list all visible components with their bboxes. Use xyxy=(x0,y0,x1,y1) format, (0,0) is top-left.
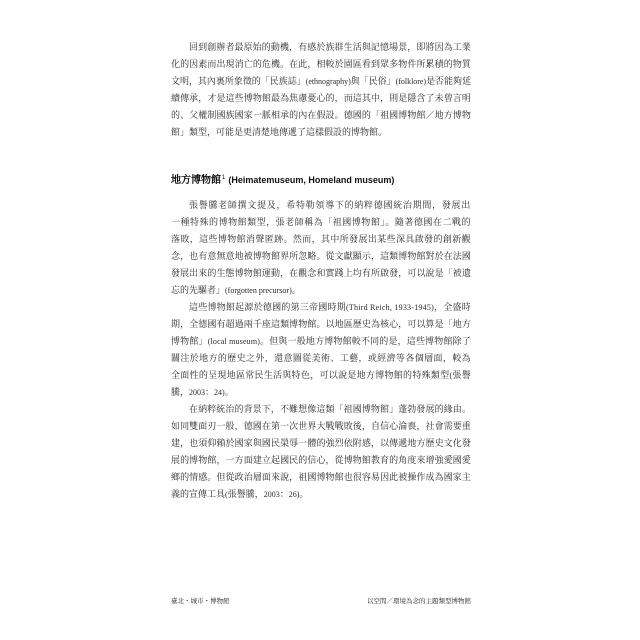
latin-text-run: 2003 xyxy=(263,490,280,499)
chapter-title-footer: 以空間／環境為念的主題類型博物館 xyxy=(367,598,471,605)
latin-text-run: (forgotten precursor) xyxy=(225,286,292,295)
text-line xyxy=(171,265,471,282)
text-line xyxy=(171,401,471,418)
text-line xyxy=(171,231,471,248)
text-line-content: 建，也須仰賴於國家與國民榮辱一體的強烈依附感，以傳遞地方歷史文化發 xyxy=(171,438,471,448)
text-line xyxy=(171,469,471,486)
text-line-content: 張譽騰老師撰文提及，希特勒領導下的納粹德國統治期間，發展出 xyxy=(189,200,471,210)
text-line xyxy=(171,107,471,124)
section-heading-title: 地方博物館 xyxy=(171,175,221,186)
latin-text-run: (folklore) xyxy=(395,77,427,86)
text-line-content: 關注於地方的歷史之外，還意圖從美術、工藝，或經濟等各個層面，較為 xyxy=(171,353,471,363)
text-line xyxy=(171,73,471,90)
text-line xyxy=(171,282,471,299)
text-line-content: 忘的先驅者」(forgotten precursor)。 xyxy=(171,285,301,295)
section-heading-subtitle: (Heimatemuseum, Homeland museum) xyxy=(228,175,395,185)
book-title-footer: 臺北・城市・博物館 xyxy=(171,598,230,605)
text-line-content: 念，也有意無意地被博物館界所忽略。從文獻顯示，這類博物館對於在法國 xyxy=(171,251,471,261)
text-line xyxy=(171,418,471,435)
paragraph xyxy=(171,299,471,401)
intro-paragraph xyxy=(171,39,471,141)
text-line-content: 義的宣傳工具(張譽騰，2003：26)。 xyxy=(171,489,309,499)
text-line-content: 在納粹統治的背景下，不難想像這類「祖國博物館」蓬勃發展的緣由。 xyxy=(189,404,471,414)
paragraph xyxy=(171,197,471,299)
section-body xyxy=(171,197,471,503)
text-line-content: 館」類型，可能是更清楚地傳遞了這樣假設的博物館。 xyxy=(171,127,388,137)
latin-text-run: 2003 xyxy=(189,388,206,397)
text-line xyxy=(171,367,471,384)
text-line-content: 展的博物館，一方面建立起國民的信心，從博物館教育的角度來增強愛國愛 xyxy=(171,455,471,465)
text-line xyxy=(171,452,471,469)
latin-text-run: 24) xyxy=(214,388,225,397)
text-line-content: 一種特殊的博物館類型，張老師稱為「祖國博物館」。隨著德國在二戰的 xyxy=(171,217,471,227)
text-line xyxy=(171,350,471,367)
latin-text-run: (Third Reich, 1933-1945) xyxy=(345,303,435,312)
text-line-content: 文明，其內裏所象徵的「民族誌」(ethnography)與「民俗」(folklore)是否能夠延 xyxy=(171,76,471,86)
latin-text-run: (local museum) xyxy=(207,337,261,346)
text-line xyxy=(171,486,471,503)
text-line-content: 這些博物館起源於德國的第三帝國時期(Third Reich, 1933-1945)，全盛時 xyxy=(189,302,471,312)
running-footer xyxy=(171,596,471,608)
text-line-content: 的、父權制國族國家一脈相承的內在假設。德國的「祖國博物館／地方博物 xyxy=(171,110,471,120)
paragraph xyxy=(171,401,471,503)
text-block xyxy=(171,39,471,503)
latin-text-run: ( xyxy=(449,371,453,380)
text-line-content: 如同雙面刃一般，德國在第一次世界大戰戰敗後，自信心淪喪，社會需要重 xyxy=(171,421,471,431)
latin-text-run: (ethnography) xyxy=(305,77,351,86)
text-line xyxy=(171,90,471,107)
text-line xyxy=(171,56,471,73)
text-line xyxy=(171,197,471,214)
text-line-content: 騰，2003：24)。 xyxy=(171,387,234,397)
latin-text-run: 26) xyxy=(288,490,300,499)
text-line xyxy=(171,435,471,452)
footnote-marker: 1 xyxy=(222,175,226,181)
text-line xyxy=(171,39,471,56)
text-line-content: 鄉的情感。但從政治層面來說，祖國博物館也很容易因此被操作成為國家主 xyxy=(171,472,471,482)
text-line xyxy=(171,124,471,141)
text-line xyxy=(171,214,471,231)
text-line-content: 期，全德國有超過兩千座這類博物館。以地區歷史為核心，可以算是「地方 xyxy=(171,319,471,329)
text-line-content: 落敗，這些博物館消聲匿跡。然而，其中所發展出某些深具啟發的創新觀 xyxy=(171,234,471,244)
text-line-content: 全面性的呈現地區常民生活與特色，可以說是地方博物館的特殊類型(張譽 xyxy=(171,370,471,380)
text-line-content: 博物館」(local museum)。但與一般地方博物館較不同的是，這些博物館除了 xyxy=(171,336,471,346)
text-line xyxy=(171,384,471,401)
text-line xyxy=(171,248,471,265)
latin-text-run: ( xyxy=(225,490,228,499)
section-heading xyxy=(171,172,471,189)
text-line xyxy=(171,299,471,316)
text-line xyxy=(171,316,471,333)
text-line xyxy=(171,333,471,350)
text-line-content: 回到創辦者最原始的動機，有感於族群生活與記憶場景，即將因為工業 xyxy=(189,42,471,52)
text-line-content: 化的因素而出現消亡的危機。在此，相較於園區看到眾多物件所累積的物質 xyxy=(171,59,471,69)
text-line-content: 續傳承，才是這些博物館最為焦慮憂心的，而這其中，則是隱含了未曾言明 xyxy=(171,93,471,103)
text-line-content: 發展出來的生態博物館運動，在觀念和實踐上均有所啟發，可以說是「被遺 xyxy=(171,268,471,278)
